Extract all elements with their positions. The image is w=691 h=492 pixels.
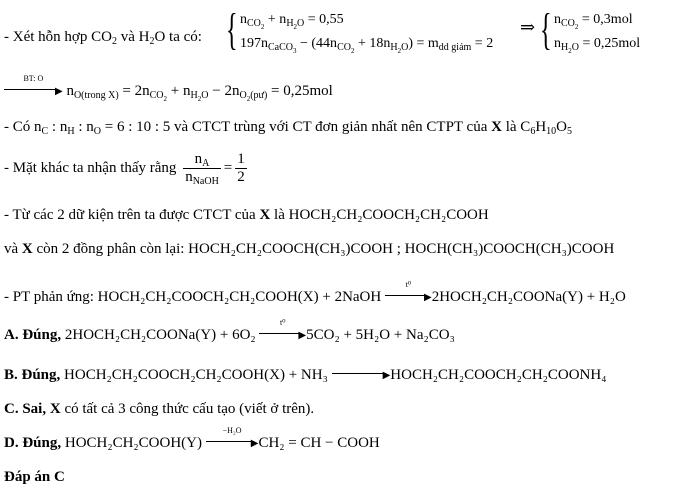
text: có tất cả 3 công thức cấu tạo (viết ở trên). xyxy=(60,401,315,417)
system-1-row-2: $197n_{CaCO_3} - (44n_{CO_2} + 18n_{H_2O}) = m_{dd giảm} = 2$ xyxy=(240,36,494,55)
reaction-left: - PT phản ứng: HOCH₂CH₂COOCH₂CH₂COOH(X) + 2NaOH xyxy=(4,289,382,305)
arrow-label: t⁰ xyxy=(280,318,286,327)
text: là HOCH₂CH₂COOCH₂CH₂COOH xyxy=(270,207,489,223)
line-4-fraction xyxy=(4,150,250,186)
line-2-oxygen-balance: BT: O ▶ $n_{O(trong X)} = 2n_{CO_2} + n_{H_2O} - 2n_{O_2(pư)} = 0,25mol$ xyxy=(4,82,333,102)
option-label: A. Đúng, xyxy=(4,327,62,343)
arrow-label: BT: O xyxy=(23,74,44,83)
bold-x: X xyxy=(49,401,61,417)
reaction-arrow: −H₂O ▶ xyxy=(206,434,259,454)
implies-arrow: ⇒ xyxy=(520,17,536,37)
text: O ta có: xyxy=(154,29,202,45)
text: : n xyxy=(48,119,68,135)
reaction-left: 2HOCH₂CH₂COONa(Y) + 6O₂ xyxy=(61,327,256,343)
text: - Mặt khác ta nhận thấy rằng xyxy=(4,160,177,176)
left-brace: { xyxy=(540,5,552,54)
text: : n xyxy=(74,119,94,135)
option-c xyxy=(4,400,314,418)
system-equations-2 xyxy=(540,5,690,56)
reaction-right: CH₂ = CH − COOH xyxy=(258,435,380,451)
numerator: 1 xyxy=(237,151,245,168)
text: còn 2 đồng phân còn lại: HOCH₂CH₂COOCH(CH₃)COOH ; HOCH(CH₃)COOCH(CH₃)COOH xyxy=(32,241,615,257)
option-label: C. Sai, xyxy=(4,401,50,417)
text: là C xyxy=(501,119,531,135)
text: và H xyxy=(116,29,150,45)
option-b xyxy=(4,366,606,386)
option-label: B. Đúng, xyxy=(4,367,61,383)
reaction-arrow: t⁰ ▶ xyxy=(259,326,306,346)
fraction-one-half xyxy=(235,151,247,186)
line-5-structure xyxy=(4,206,489,224)
answer: Đáp án C xyxy=(4,469,65,485)
arrow-label: t⁰ xyxy=(405,280,412,289)
system-1-row-1: $n_{CO_2} + n_{H_2O} = 0,55$ xyxy=(240,12,344,31)
system-2-row-2: $n_{H_2O} = 0,25mol$ xyxy=(554,36,641,55)
text: - Từ các 2 dữ kiện trên ta được CTCT của xyxy=(4,207,260,223)
left-brace: { xyxy=(226,5,238,54)
text: và xyxy=(4,241,22,257)
option-a xyxy=(4,318,455,346)
arrow-label: −H₂O xyxy=(222,426,242,435)
reaction-left: HOCH₂CH₂COOH(Y) xyxy=(61,435,202,451)
reaction-right: HOCH₂CH₂COOCH₂CH₂COONH₄ xyxy=(390,367,607,383)
reaction-arrow: t⁰ ▶ xyxy=(385,288,432,308)
bold-x: X xyxy=(21,241,33,257)
bold-x: X xyxy=(491,119,502,135)
reaction-right: 5CO₂ + 5H₂O + Na₂CO₃ xyxy=(306,327,455,343)
subscript: 2 xyxy=(149,36,155,47)
system-equations-1 xyxy=(226,5,526,56)
equals-sign: = xyxy=(223,160,233,176)
text: - Có n xyxy=(4,119,42,135)
bold-x: X xyxy=(259,207,271,223)
line-1-intro xyxy=(4,28,202,46)
text: - Xét hỗn hợp CO xyxy=(4,29,112,45)
text: = 6 : 10 : 5 và CTCT trùng với CT đơn giản nhất nên CTPT của xyxy=(100,119,492,135)
reaction-right: 2HOCH₂CH₂COONa(Y) + H₂O xyxy=(431,289,626,305)
option-d xyxy=(4,426,380,454)
line-7-reaction xyxy=(4,280,626,308)
denominator: 2 xyxy=(237,169,245,186)
reaction-left: HOCH₂CH₂COOCH₂CH₂COOH(X) + NH₃ xyxy=(60,367,328,383)
line-3-ratio: - Có $n_C$ : $n_H$ : $n_O = 6$ : 10 : 5 và CTCT trùng với CT đơn giản nhất nên CTPT của X là $C_6H_{10}O_5$ xyxy=(4,119,572,137)
subscript: 2 xyxy=(111,36,117,47)
line-6-isomers xyxy=(4,240,614,258)
option-label: D. Đúng, xyxy=(4,435,62,451)
fraction-nA-nNaOH: $\frac{n_A}{n_{NaOH}}$ xyxy=(185,151,219,188)
system-2-row-1: $n_{CO_2} = 0,3mol$ xyxy=(554,12,633,31)
reaction-arrow: ▶ xyxy=(332,366,391,386)
reaction-arrow: BT: O ▶ xyxy=(4,82,63,102)
